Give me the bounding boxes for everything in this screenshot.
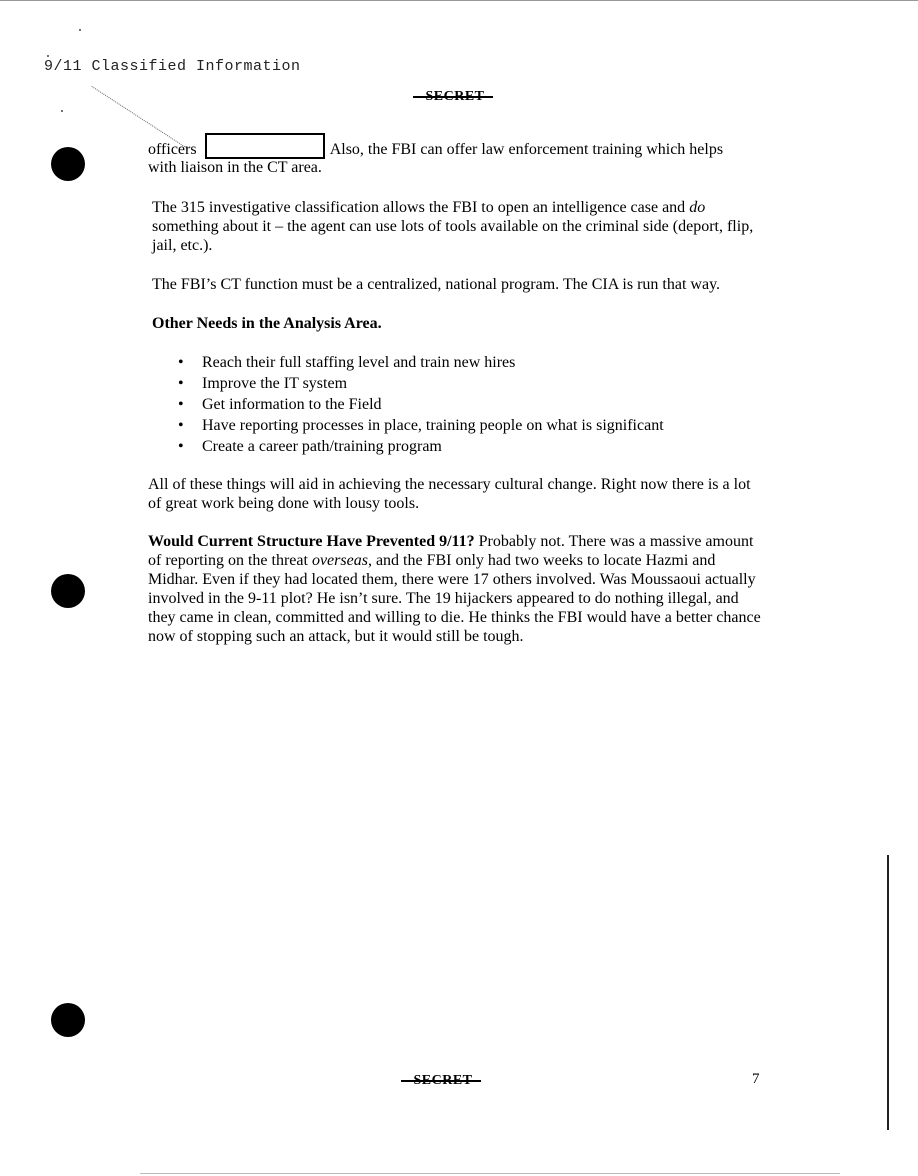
- classification-marking-top: [400, 89, 510, 105]
- list-item: • Reach their full staffing level and train new hires: [178, 354, 516, 371]
- punch-hole: [51, 574, 85, 608]
- punch-hole: [51, 147, 85, 181]
- heading-prevented: Would Current Structure Have Prevented 9/11?: [148, 533, 475, 550]
- intro-line-2: with liaison in the CT area.: [148, 159, 322, 176]
- classification-text: SECRET: [413, 1073, 473, 1088]
- scan-speck: [47, 55, 49, 57]
- list-item-text: Create a career path/training program: [202, 438, 442, 455]
- list-item-text: Improve the IT system: [202, 375, 348, 392]
- scan-speck: [79, 29, 81, 31]
- list-item: • Get information to the Field: [178, 396, 382, 413]
- classification-marking-bottom: [388, 1073, 498, 1089]
- list-item: • Improve the IT system: [178, 375, 348, 392]
- paragraph-cultural-change: All of these things will aid in achieving the necessary cultural change. Right now there is a lot of great work being done with lousy tools.: [148, 476, 751, 512]
- list-item-text: Reach their full staffing level and train new hires: [202, 354, 516, 371]
- scan-edge-line: [887, 855, 889, 1130]
- heading-other-needs: Other Needs in the Analysis Area.: [152, 315, 382, 332]
- list-item: • Create a career path/training program: [178, 438, 442, 455]
- needs-list: [178, 352, 762, 457]
- list-item-text: Get information to the Field: [202, 396, 382, 413]
- paragraph-prevented: [148, 532, 763, 646]
- scan-edge-top: [0, 0, 918, 1]
- intro-suffix: Also, the FBI can offer law enforcement training which helps: [329, 141, 724, 158]
- punch-hole: [51, 1003, 85, 1037]
- page-number: 7: [752, 1071, 760, 1087]
- redaction-box: [205, 133, 325, 159]
- list-item: • Have reporting processes in place, training people on what is significant: [178, 417, 664, 434]
- paragraph-315: [152, 198, 772, 255]
- scan-speck: [61, 110, 63, 112]
- paragraph-ct-function: The FBI’s CT function must be a centralized, national program. The CIA is run that way.: [152, 276, 721, 293]
- paragraph-prevented-text: Probably not. There was a massive amount of reporting on the threat overseas, and the FBI only had two weeks to locate Hazmi and Midhar. Even if they had located them, there were 17 others involved. Was Moussaoui actually involved in the 9-11 plot? He isn’t sure. The 19 hijackers appeared to do nothing illegal, and they came in clean, committed and willing to die. He thinks the FBI would have a better chance now of stopping such an attack, but it would still be tough.: [148, 533, 761, 645]
- classified-stamp: 9/11 Classified Information: [44, 58, 301, 75]
- intro-prefix: officers: [148, 141, 197, 158]
- paragraph-315-text: The 315 investigative classification allows the FBI to open an intelligence case and do something about it – the agent can use lots of tools available on the criminal side (deport, flip, jail, etc.).: [152, 199, 754, 254]
- list-item-text: Have reporting processes in place, training people on what is significant: [202, 417, 664, 434]
- scan-edge-bottom: [140, 1173, 840, 1174]
- classification-text: SECRET: [425, 89, 485, 104]
